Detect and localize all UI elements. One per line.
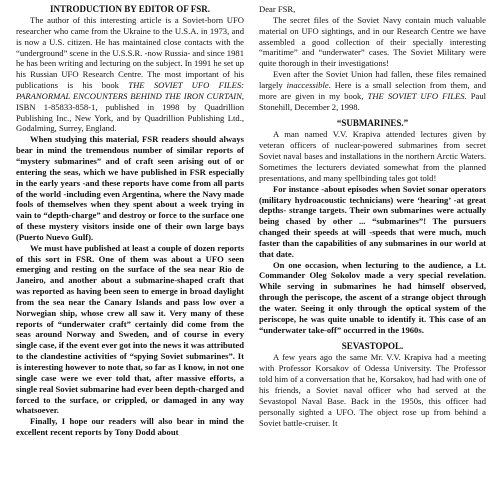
intro-p1-text-a: The author of this interesting article is a Soviet-born UFO researcher who came from the Ukraine to the U.S.A. in 1973, and is now a U.S. citizen. He has maintained close contacts with the “underground” scene in the U.S.S.R. -now Russia- and since 1981 he has been writing and lecturing on the subject. In 1991 he set up his Russian UFO Research Centre. The most important of his publications is his book xyxy=(16,15,244,91)
editor-intro-heading: INTRODUCTION BY EDITOR OF FSR. xyxy=(50,4,210,14)
letter-p2-text-b: . Here is a small selection from them, and more are given in my book, xyxy=(259,79,487,101)
intro-paragraph-3: We must have published at least a couple of dozen reports of this sort in FSR. One of them was about a UFO seen emerging and resting on the surface of the sea near Rio de Janeiro, and another about a submarine-shaped craft that was reported as having been seen to emerge in broad daylight from the sea near the Canary Islands and pass low over a Norwegian ship, whose crew all saw it. Very many of these reports of “underwater craft” certainly did come from the seas around Norway and Sweden, and of course in every single case, if the event ever got into the news it was attributed to the clandestine activities of “spying Soviet submarines”. It is interesting however to note that, so far as I know, in not one single case were we ever told that, after massive efforts, a single real Soviet submarine had ever been depth-charged and forced to the surface, or crippled, or damaged in any way whatsoever. xyxy=(16,242,244,416)
inaccessible-word: inaccessible xyxy=(286,79,329,90)
intro-paragraph-1 xyxy=(16,15,244,134)
letter-signature: Paul Stonehill, December 2, 1998. xyxy=(259,90,486,112)
submarines-paragraph-3: On one occasion, when lecturing to the audience, a Lt. Commander Oleg Sokolov made a very special revelation. While serving in submarines he had himself observed, through the periscope, the ascent of a strange object through the water. Seeing it only through the optical system of the periscope, he was quite unable to identify it. This case of an “underwater take-off” occurred in the 1960s. xyxy=(259,259,486,335)
letter-paragraph-2 xyxy=(259,69,486,112)
intro-paragraph-4: Finally, I hope our readers will also bear in mind the excellent recent reports by Tony Dodd about xyxy=(16,416,244,438)
letter-paragraph-1: The secret files of the Soviet Navy contain much valuable material on UFO sightings, and in our Research Centre we have assembled a good collection of their specially interesting “maritime” and “underwater” cases. The Soviet Military were quite thorough in their investigations! xyxy=(259,14,486,69)
submarines-heading: “SUBMARINES.” xyxy=(336,118,409,129)
submarines-paragraph-2: For instance -about episodes when Soviet sonar operators (military hydroacoustic technicians) were ‘hearing’ -at great depths- strange targets. Their own submarines were actually being chased by other ... “submarines”! The pursuers changed their speeds at will -speeds that were much, much faster than the capabilities of any submarines in our world at that date. xyxy=(259,183,486,259)
intro-paragraph-2: When studying this material, FSR readers should always bear in mind the tremendous number of similar reports of “mystery submarines” and of craft seen arising out of or entering the seas, which we have published in FSR especially in the early years -and these reports have come from all parts of the world -including even Argentina, where the Navy made fools of themselves when they spent about a week trying in vain to “depth-charge” and destroy or force to the surface one of these mystery visitors inside one of their own large bays (Puerto Nuevo Gulf). xyxy=(16,134,244,242)
sevastopol-paragraph-1: A few years ago the same Mr. V.V. Krapiva had a meeting with Professor Korsakov of Odessa University. The Professor told him of a conversation that he, Korsakov, had had with one of his friends, a Soviet naval officer who had served at the Sevastopol Naval Base. Back in the 1950s, this officer had personally sighted a UFO. The object rose up from behind a Soviet battle-cruiser. It xyxy=(259,352,486,428)
letter-p2-text-a: Even after the Soviet Union had fallen, these files remained largely xyxy=(259,69,486,90)
sevastopol-heading: SEVASTOPOL. xyxy=(341,341,404,352)
letter-salutation: Dear FSR, xyxy=(259,4,296,14)
book-title: THE SOVIET UFO FILES: PARANORMAL ENCOUNTERS BEHIND THE IRON CURTAIN xyxy=(16,80,244,101)
left-column xyxy=(16,0,244,438)
submarines-paragraph-1: A man named V.V. Krapiva attended lectures given by veteran officers of nuclear-powered submarines from secret Soviet naval bases and installations in the northern Arctic Waters. Sometimes the lecturers deviated somewhat from the planned presentations, and many spellbinding tales got told! xyxy=(259,129,486,183)
intro-p1-text-b: , ISBN 1-85833-858-1, published in 1998 by Quadrillion Publishing Inc., New York, and by Quadrillion Publishing Ltd., Godalming, Surrey, England. xyxy=(16,90,244,134)
right-column xyxy=(259,0,486,428)
letter-book-title: THE SOVIET UFO FILES. xyxy=(367,90,467,101)
